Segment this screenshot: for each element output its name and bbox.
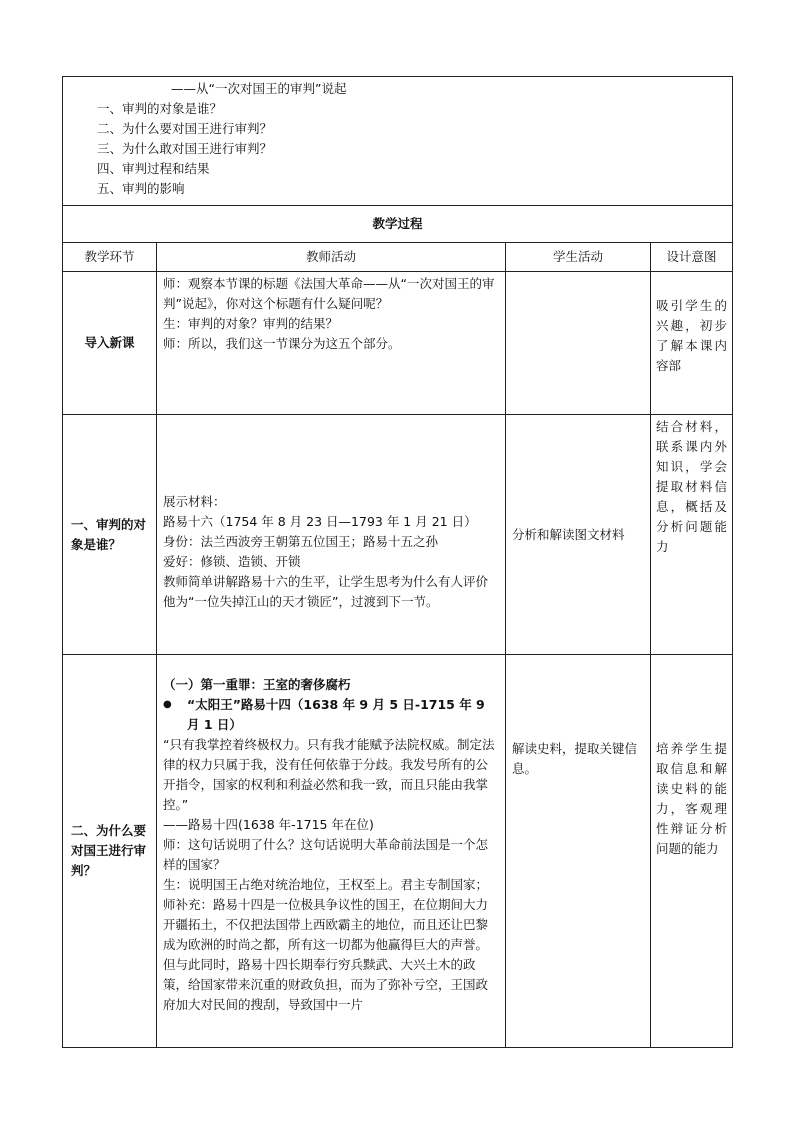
lesson-plan-table [62, 76, 733, 1048]
teacher-line: 师：所以，我们这一节课分为这五个部分。 [163, 336, 401, 351]
design-intent-cell: 培养学生提取信息和解读史料的能力，客观理性辩证分析问题的能力 [651, 655, 733, 1048]
outline-item: 四、审判过程和结果 [97, 161, 210, 176]
teacher-line: 生：说明国王占绝对统治地位，王权至上。君主专制国家； [163, 877, 489, 892]
teacher-line: 身份：法兰西波旁王朝第五位国王；路易十五之孙 [163, 533, 439, 549]
outline-item: 五、审判的影响 [97, 181, 185, 196]
teacher-line: ——路易十四(1638 年-1715 年在位) [163, 817, 374, 832]
teacher-line: 师：观察本节课的标题《法国大革命——从“一次对国王的审判”说起》，你对这个标题有什么疑问呢？ [163, 276, 495, 311]
lesson-outline [63, 77, 733, 206]
header-student: 学生活动 [506, 243, 651, 272]
outline-subtitle: ——从“一次对国王的审判”说起 [171, 81, 347, 96]
outline-item: 三、为什么敢对国王进行审判？ [97, 141, 273, 156]
outline-item: 一、审判的对象是谁？ [97, 101, 223, 116]
teacher-activity-cell [157, 655, 506, 1048]
stage-cell: 二、为什么要对国王进行审判？ [63, 655, 157, 1048]
stage-cell: 导入新课 [63, 272, 157, 415]
header-teacher: 教师活动 [157, 243, 506, 272]
stage-cell: 一、审判的对象是谁？ [63, 415, 157, 655]
teacher-bullet-text: “太阳王”路易十四（1638 年 9 月 5 日-1715 年 9 月 1 日） [187, 697, 485, 732]
table-header-row [63, 243, 733, 272]
teacher-line: 师补充：路易十四是一位极具争议性的国王，在位期间大力开疆拓土，不仅把法国带上西欧霸主的地位，而且还让巴黎成为欧洲的时尚之都，所有这一切都为他赢得巨大的声誉。但与此同时，路易十四长期奉行穷兵黩武、大兴土木的政策，给国家带来沉重的财政负担，而为了弥补亏空，王国政府加大对民间的搜刮，导致国中一片 [163, 897, 489, 1012]
teacher-line: 爱好：修锁、造锁、开锁 [163, 553, 301, 569]
teacher-bullet-item [163, 695, 499, 735]
lesson-plan-page [62, 76, 732, 1048]
table-row [63, 655, 733, 1048]
teacher-line: 师：这句话说明了什么？这句话说明大革命前法国是一个怎样的国家？ [163, 837, 489, 872]
teacher-line: 路易十六（1754 年 8 月 23 日—1793 年 1 月 21 日） [163, 513, 477, 529]
process-title: 教学过程 [63, 206, 733, 243]
student-activity-cell: 分析和解读图文材料 [506, 415, 651, 655]
table-row [63, 415, 733, 655]
teacher-activity-cell [157, 272, 506, 415]
header-stage: 教学环节 [63, 243, 157, 272]
bullet-icon: ● [163, 699, 172, 710]
teacher-line: 生：审判的对象？审判的结果？ [163, 316, 339, 331]
teacher-line: 教师简单讲解路易十六的生平，让学生思考为什么有人评价他为“一位失掉江山的天才锁匠”，过渡到下一节。 [163, 573, 489, 609]
teacher-line: “只有我掌控着终极权力。只有我才能赋予法院权威。制定法律的权力只属于我，没有任何依靠于分歧。我发号所有的公开指令，国家的权利和利益必然和我一致，而且只能由我掌控。” [163, 737, 495, 812]
student-activity-cell: 解读史料，提取关键信息。 [506, 655, 651, 1048]
outline-item: 二、为什么要对国王进行审判？ [97, 121, 273, 136]
design-intent-cell: 吸引学生的兴趣，初步了解本课内容部 [651, 272, 733, 415]
teacher-heading: （一）第一重罪：王室的奢侈腐朽 [163, 677, 351, 692]
table-row [63, 272, 733, 415]
teacher-activity-cell [157, 415, 506, 655]
teacher-line: 展示材料： [163, 493, 226, 509]
header-design: 设计意图 [651, 243, 733, 272]
student-activity-cell [506, 272, 651, 415]
design-intent-cell: 结合材料，联系课内外知识，学会提取材料信息，概括及分析问题能力 [651, 415, 733, 655]
